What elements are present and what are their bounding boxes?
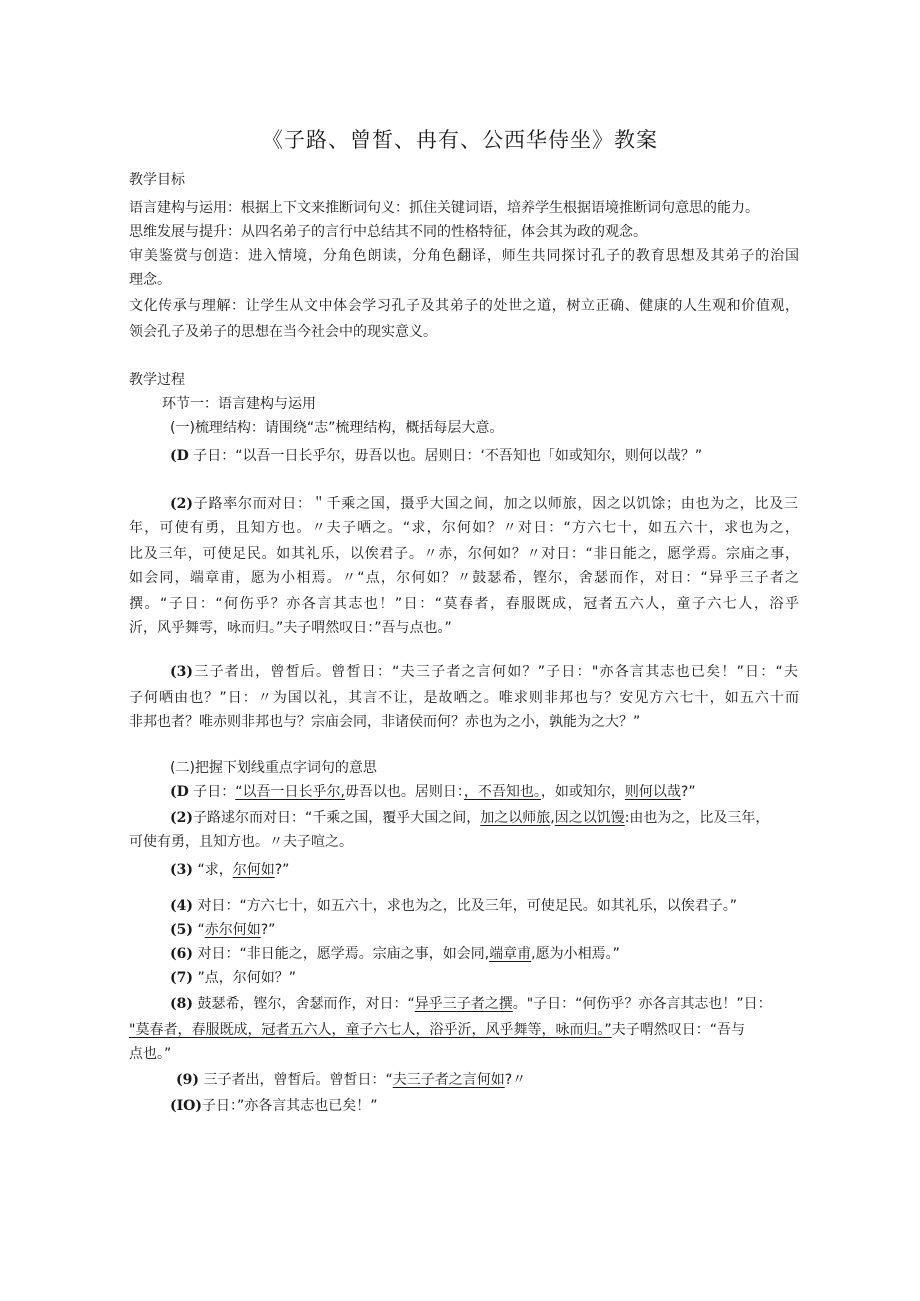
p3-line1 [170, 662, 798, 682]
q2-line2: 可使有勇，且知方也。〃夫子喧之。 [129, 834, 353, 850]
q2-number: (2) [170, 810, 193, 826]
q1-underline-1: “以吾一日长乎尔, [235, 784, 345, 800]
q5-text: ?” [260, 922, 276, 938]
q8-line3: 点也。” [129, 1046, 172, 1062]
q7-line [170, 968, 840, 988]
q8-text: 夫子喟然叹日：“吾与 [611, 1022, 745, 1038]
q2-text: :由也为之，比及三年， [624, 810, 770, 826]
q1-text: ?” [680, 784, 696, 800]
q7-number: (7) [170, 970, 193, 986]
process-heading: 教学过程 [129, 372, 185, 388]
q2-underline-2: 因之以饥馒 [554, 810, 625, 826]
q3-text: “求， [197, 862, 233, 878]
p1-line [170, 446, 840, 466]
q5-text: “ [197, 922, 205, 938]
q2-text: , [550, 810, 555, 826]
q1-underline-2: ，不吾知也。 [463, 784, 541, 800]
q1-line [170, 782, 840, 802]
q3-text: ?” [274, 862, 290, 878]
q1-text: 子日： [193, 784, 236, 800]
q10-number: (IO) [170, 1098, 202, 1114]
part1-heading: (一)梳理结构：请围绕“志”梳理结构，概括每层大意。 [170, 420, 504, 436]
p3-line3: 非邦也者？唯赤则非邦也与？宗庙会同，非诸侯而何？赤也为之小，孰能为之大？” [129, 714, 641, 730]
q6-text: 对日：“非日能之，愿学焉。宗庙之事，如会同, [197, 946, 490, 962]
p2-line5: 撰。“子日：“何伤乎？亦各言其志也！”日：“莫春者，春服既成，冠者五六人，童子六七人，浴乎 [129, 596, 799, 612]
goal-aesthetic-line2: 理念。 [129, 272, 171, 288]
q9-text: 三子者出，曾皙后。曾皙日：“ [203, 1072, 393, 1088]
q3-underline: 尔何如 [232, 862, 275, 878]
p2-line4: 如会同，端章甫，愿为小相焉。〃“点，尔何如？〃鼓瑟希，铿尔，舍瑟而作，对日：“异乎三子者之 [129, 570, 799, 586]
q8-underline-1: 异乎三子者之撰 [414, 996, 513, 1012]
q1-number: (D [170, 784, 189, 800]
q6-line [170, 944, 840, 964]
q4-line [170, 896, 840, 916]
q8-underline-2: "莫春者，春服既成，冠者五六人，童子六七人，浴乎沂，风乎舞等，咏而归。” [129, 1022, 612, 1038]
q1-text: 毋吾以也。居则日： [344, 784, 464, 800]
q4-number: (4) [170, 898, 193, 914]
p2-line1 [170, 494, 798, 514]
q5-number: (5) [170, 922, 193, 938]
goal-culture-line2: 领会孔子及弟子的思想在当今社会中的现实意义。 [129, 324, 437, 340]
goals-heading: 教学目标 [129, 172, 185, 188]
q3-number: (3) [170, 862, 193, 878]
q8-line2 [129, 1020, 799, 1040]
p2-number: (2) [170, 496, 193, 512]
q5-underline: 赤尔何如 [204, 922, 261, 938]
q10-line [170, 1096, 840, 1116]
p1-text: 子日：“以吾一日长乎尔，毋吾以也。居则日：‘不吾知也「如或知尔，则何以哉？” [193, 448, 703, 464]
p3-number: (3) [170, 664, 193, 680]
goal-aesthetic-line1: 审美鉴赏与创造：进入情境，分角色朗读，分角色翻译，师生共同探讨孔子的教育思想及其弟子的治国 [129, 248, 799, 264]
q9-line [176, 1070, 846, 1090]
q8-number: (8) [170, 996, 193, 1012]
q3-line [170, 860, 840, 880]
q9-number: (9) [176, 1072, 199, 1088]
p2-line2: 年，可使有勇，且知方也。〃夫子哂之。“求，尔何如？〃对日：“方六七十，如五六十，求也为之， [129, 520, 799, 536]
document-title: 《子路、曾皙、冉有、公西华侍坐》教案 [262, 128, 658, 152]
q7-text: ”点，尔何如？” [197, 970, 296, 986]
q6-number: (6) [170, 946, 193, 962]
q8-text: 鼓瑟希，铿尔，舍瑟而作，对日：“ [197, 996, 415, 1012]
part2-heading: (二)把握下划线重点字词句的意思 [170, 760, 377, 776]
goal-thinking: 思维发展与提升：从四名弟子的言行中总结其不同的性格特征，体会其为政的观念。 [129, 224, 647, 240]
p1-number: (D [170, 448, 189, 464]
p2-text1: 子路率尔而对日：＂千乘之国，摄乎大国之间，加之以师旅，因之以饥馀；由也为之，比及三 [193, 496, 798, 512]
goal-language: 语言建构与运用：根据上下文来推断词句义：抓住关键词语，培养学生根据语境推断词句意思的能力。 [129, 200, 759, 216]
q2-line1 [170, 808, 840, 828]
section-heading: 环节一：语言建构与运用 [162, 396, 316, 412]
p2-line6: 沂，风乎舞雩，咏而归。”夫子喟然叹日：”吾与点也。” [129, 620, 452, 636]
q9-text: ?〃 [504, 1072, 527, 1088]
q2-text: 子路逑尔而对日：“千乘之国，覆乎大国之间， [193, 810, 481, 826]
q4-text: 对日：“方六七十，如五六十，求也为之，比及三年，可使足民。如其礼乐，以俟君子。” [197, 898, 737, 914]
q1-text: ，如或知尔， [540, 784, 625, 800]
q6-underline: 端章甫 [489, 946, 532, 962]
q9-underline: 夫三子者之言何如 [392, 1072, 505, 1088]
p3-text1: 三子者出，曾皙后。曾皙日：“夫三子者之言何如？”子日："亦各言其志也已矣！”日：“夫 [193, 664, 798, 680]
q1-underline-3: 则何以哉 [624, 784, 681, 800]
q5-line [170, 920, 840, 940]
p3-line2: 子何哂由也？”日：〃为国以礼，其言不让，是故哂之。唯求则非邦也与？安见方六七十，如五六十而 [129, 690, 799, 706]
q8-text: 。"子日：“何伤乎？亦各言其志也！”日： [512, 996, 772, 1012]
q10-text: 子日：”亦各言其志也已矣！” [202, 1098, 378, 1114]
q2-underline-1: 加之以师旅 [480, 810, 551, 826]
q6-text: ,愿为小相焉。” [531, 946, 620, 962]
q8-line1 [170, 994, 840, 1014]
p2-line3: 比及三年，可使足民。如其礼乐，以俟君子。〃赤，尔何如？〃对日：“非日能之，愿学焉。宗庙之事， [129, 546, 799, 562]
goal-culture-line1: 文化传承与理解：让学生从文中体会学习孔子及其弟子的处世之道，树立正确、健康的人生观和价值观， [129, 298, 799, 314]
